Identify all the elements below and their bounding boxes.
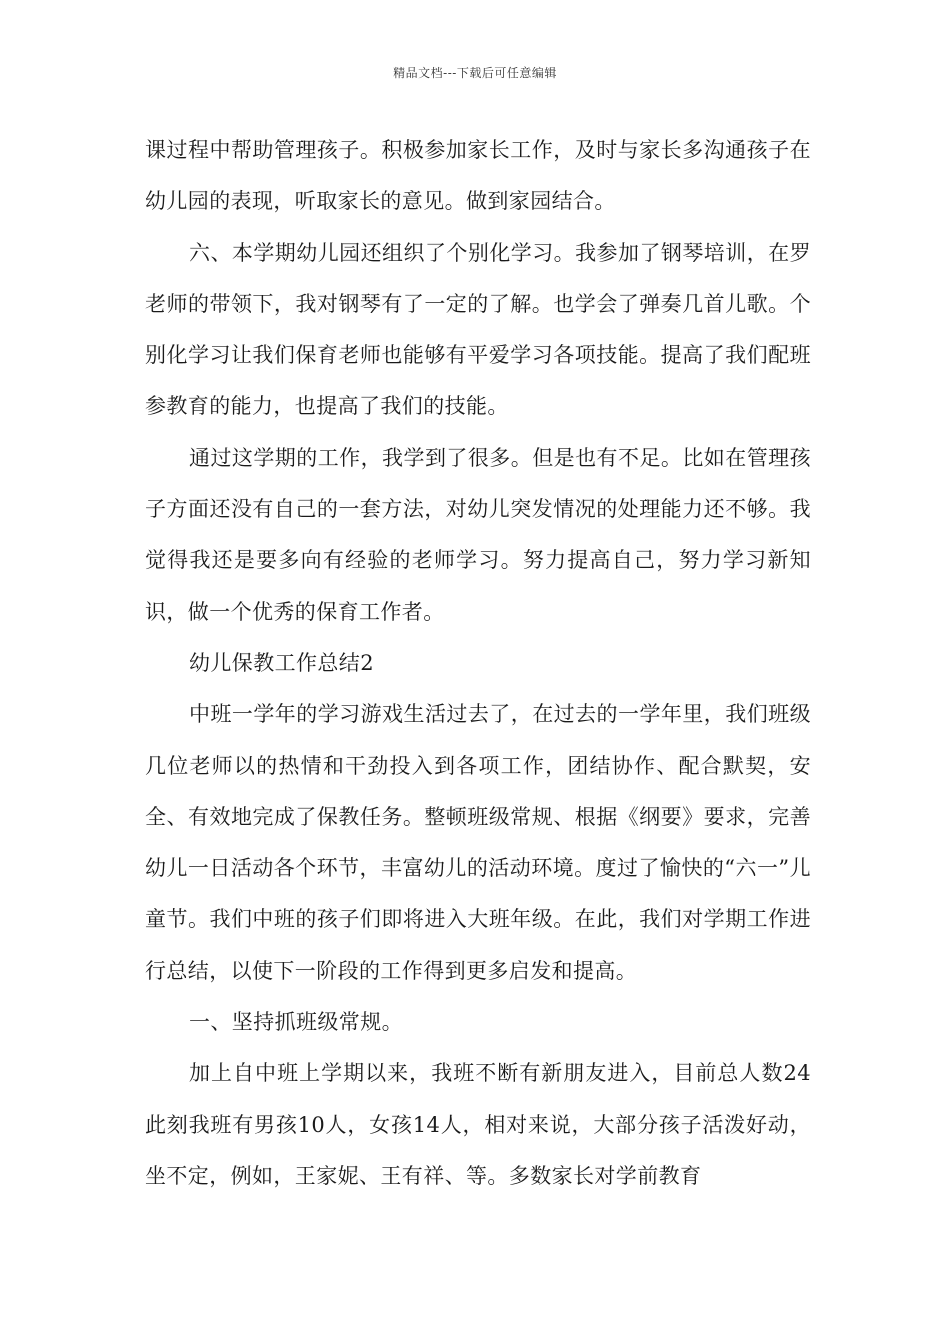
section-title: 幼儿保教工作总结2 (189, 650, 374, 675)
document-body (145, 125, 811, 1202)
paragraph: 中班一学年的学习游戏生活过去了，在过去的一学年里，我们班级几位老师以的热情和干劲投入到各项工作，团结协作、配合默契，安全、有效地完成了保教任务。整顿班级常规、根据《纲要》要求，完善幼儿一日活动各个环节，丰富幼儿的活动环境。度过了愉快的“六一”儿童节。我们中班的孩子们即将进入大班年级。在此，我们对学期工作进行总结，以使下一阶段的工作得到更多启发和提高。 (145, 702, 811, 983)
paragraph: 加上自中班上学期以来，我班不断有新朋友进入，目前总人数24此刻我班有男孩10人，女孩14人，相对来说，大部分孩子活泼好动，坐不定，例如，王家妮、王有祥、等。多数家长对学前教育 (145, 1061, 811, 1188)
paragraph: 六、本学期幼儿园还组织了个别化学习。我参加了钢琴培训，在罗老师的带领下，我对钢琴有了一定的了解。也学会了弹奏几首儿歌。个别化学习让我们保育老师也能够有平爱学习各项技能。提高了我们配班参教育的能力，也提高了我们的技能。 (145, 240, 811, 419)
section-heading: 一、坚持抓班级常规。 (189, 1010, 403, 1035)
page-header: 精品文档---下载后可任意编辑 (393, 66, 557, 80)
paragraph: 课过程中帮助管理孩子。积极参加家长工作，及时与家长多沟通孩子在幼儿园的表现，听取家长的意见。做到家园结合。 (145, 138, 811, 214)
paragraph: 通过这学期的工作，我学到了很多。但是也有不足。比如在管理孩子方面还没有自己的一套方法，对幼儿突发情况的处理能力还不够。我觉得我还是要多向有经验的老师学习。努力提高自己，努力学习新知识，做一个优秀的保育工作者。 (145, 445, 811, 624)
